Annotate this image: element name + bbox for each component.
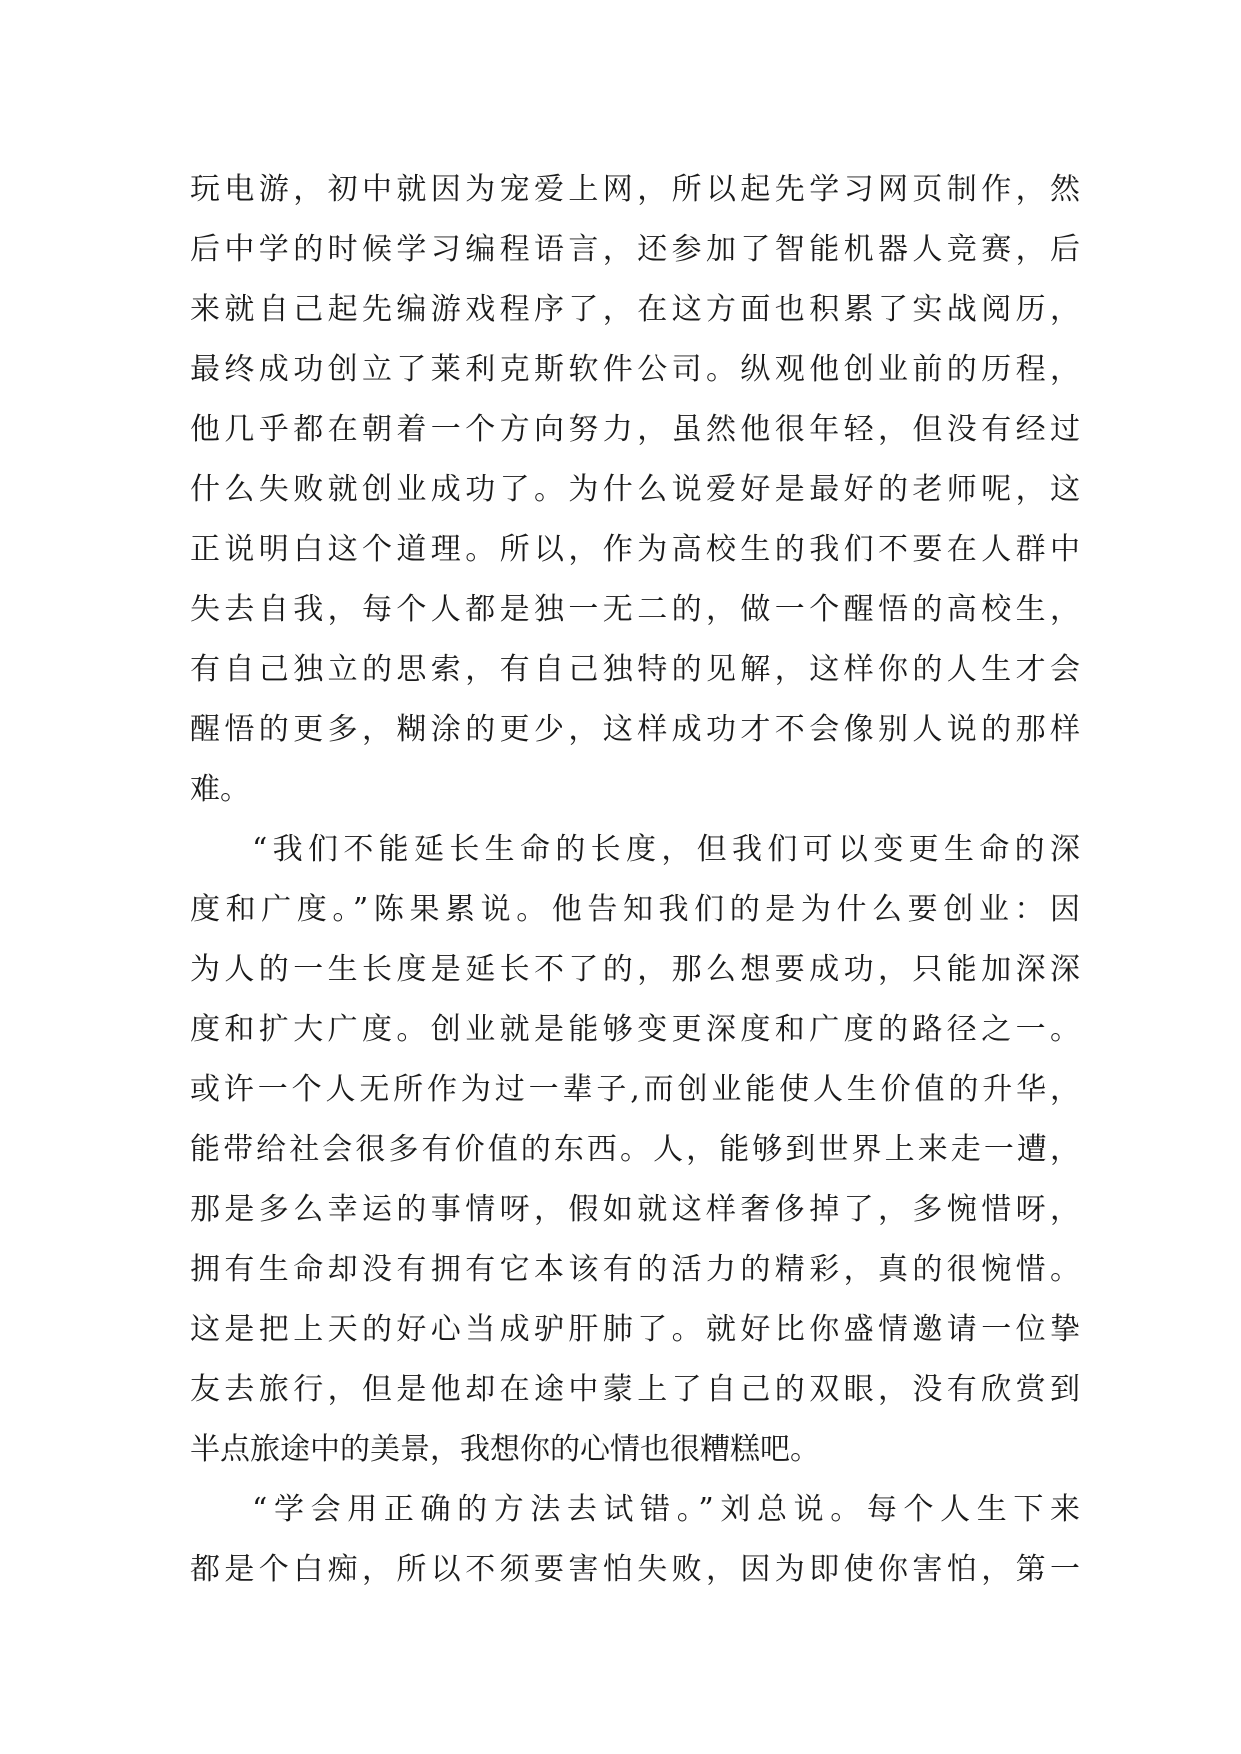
text-line: 来就自己起先编游戏程序了，在这方面也积累了实战阅历， bbox=[190, 292, 1080, 327]
text-line: 那是多么幸运的事情呀，假如就这样奢侈掉了，多惋惜呀， bbox=[190, 1192, 1080, 1227]
text-line: 有自己独立的思索，有自己独特的见解，这样你的人生才会 bbox=[190, 652, 1080, 687]
text-line: 什么失败就创业成功了。为什么说爱好是最好的老师呢，这 bbox=[190, 472, 1080, 507]
text-line: 难。 bbox=[190, 772, 250, 807]
text-line: “我们不能延长生命的长度，但我们可以变更生命的深 bbox=[252, 832, 1080, 867]
paragraph-1 bbox=[190, 160, 1080, 820]
paragraph-2 bbox=[190, 820, 1080, 1480]
text-line: 玩电游，初中就因为宠爱上网，所以起先学习网页制作，然 bbox=[190, 172, 1080, 207]
text-line: 这是把上天的好心当成驴肝肺了。就好比你盛情邀请一位挚 bbox=[190, 1312, 1080, 1347]
paragraph-3 bbox=[190, 1480, 1080, 1600]
text-line: 醒悟的更多，糊涂的更少，这样成功才不会像别人说的那样 bbox=[190, 712, 1080, 747]
text-line: 能带给社会很多有价值的东西。人，能够到世界上来走一遭， bbox=[190, 1132, 1080, 1167]
text-line: 失去自我，每个人都是独一无二的，做一个醒悟的高校生， bbox=[190, 592, 1080, 627]
text-line: 后中学的时候学习编程语言，还参加了智能机器人竞赛，后 bbox=[190, 232, 1080, 267]
text-line: 友去旅行，但是他却在途中蒙上了自己的双眼，没有欣赏到 bbox=[190, 1372, 1080, 1407]
text-line: 他几乎都在朝着一个方向努力，虽然他很年轻，但没有经过 bbox=[190, 412, 1080, 447]
text-line: 度和扩大广度。创业就是能够变更深度和广度的路径之一。 bbox=[190, 1012, 1080, 1047]
text-line: 半点旅途中的美景，我想你的心情也很糟糕吧。 bbox=[190, 1432, 820, 1467]
text-line: “学会用正确的方法去试错。”刘总说。每个人生下来 bbox=[252, 1492, 1080, 1527]
document-body bbox=[190, 160, 1080, 1600]
text-line: 或许一个人无所作为过一辈子,而创业能使人生价值的升华， bbox=[190, 1072, 1080, 1107]
text-line: 都是个白痴，所以不须要害怕失败，因为即使你害怕，第一 bbox=[190, 1552, 1080, 1587]
text-line: 拥有生命却没有拥有它本该有的活力的精彩，真的很惋惜。 bbox=[190, 1252, 1080, 1287]
text-line: 最终成功创立了莱利克斯软件公司。纵观他创业前的历程， bbox=[190, 352, 1080, 387]
text-line: 正说明白这个道理。所以，作为高校生的我们不要在人群中 bbox=[190, 532, 1080, 567]
text-line: 度和广度。”陈果累说。他告知我们的是为什么要创业：因 bbox=[190, 892, 1080, 927]
text-line: 为人的一生长度是延长不了的，那么想要成功，只能加深深 bbox=[190, 952, 1080, 987]
